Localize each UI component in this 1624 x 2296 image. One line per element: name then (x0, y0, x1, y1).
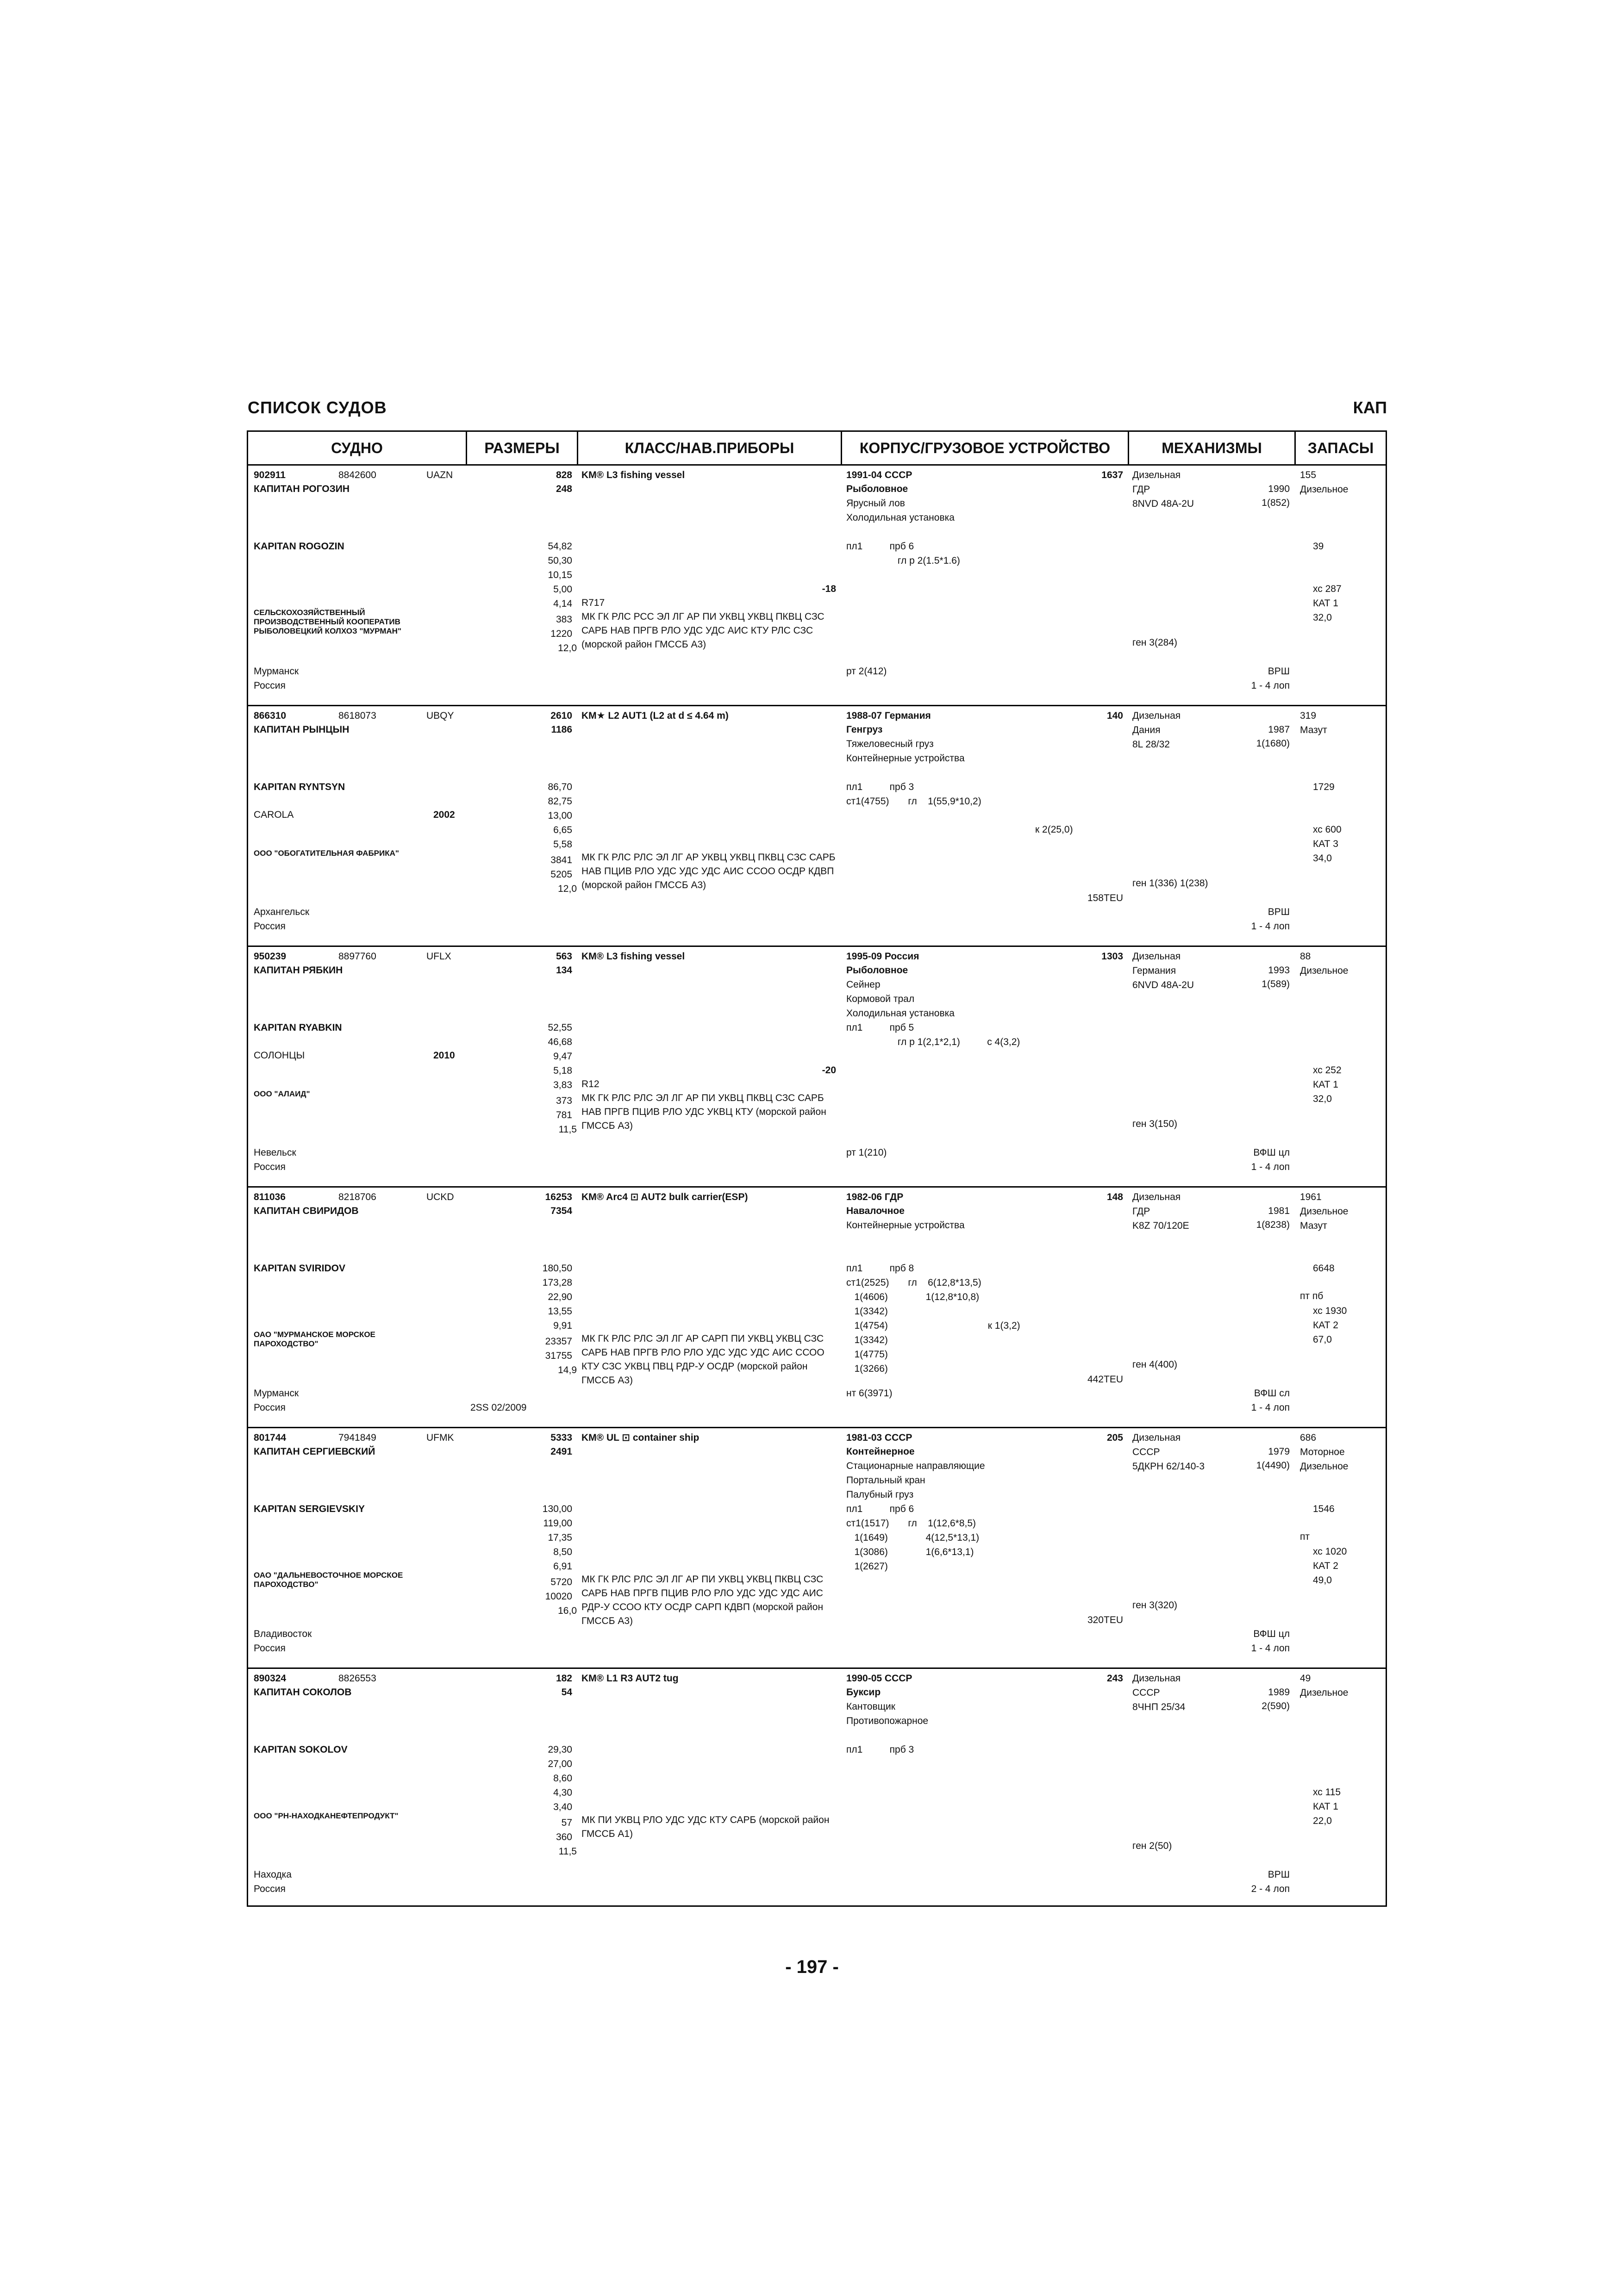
registry-number: 890324 (254, 1673, 287, 1684)
hull-type: Тяжеловесный груз (846, 739, 934, 749)
dimension-value: 54,82 (548, 541, 572, 552)
water-boats-info: КАТ 1 (1313, 598, 1338, 609)
vessel-name: КАПИТАН РОГОЗИН (254, 484, 350, 494)
dimension-value: 4,14 (553, 598, 572, 609)
engine-info: Дания (1132, 725, 1161, 735)
engine-info: Дизельная (1132, 1673, 1181, 1684)
fuel-info: Мазут (1300, 1220, 1327, 1231)
fuel-info: Моторное (1300, 1447, 1345, 1457)
column-header-hull: КОРПУС/ГРУЗОВОЕ УСТРОЙСТВО (859, 440, 1111, 456)
owner: ООО "АЛАИД" (254, 1089, 310, 1098)
home-port: Владивосток (254, 1629, 312, 1639)
gross-tonnage: 2610 (550, 710, 572, 721)
former-name-year: 2002 (433, 809, 455, 820)
engine-year: 1981 (1268, 1206, 1290, 1216)
gross-tonnage: 828 (556, 470, 572, 480)
teu-capacity: 320TEU (1087, 1615, 1123, 1625)
ship-entry (248, 706, 1386, 947)
fuel-info: Дизельное (1300, 484, 1349, 495)
class-code: R717 (581, 597, 605, 608)
water-boats-info: КАТ 3 (1313, 839, 1338, 849)
class-code: R12 (581, 1079, 600, 1089)
hold-info: 1(4606) 1(12,8*10,8) (846, 1292, 980, 1302)
propeller-blades: 2 - 4 лоп (1251, 1884, 1290, 1894)
teu-capacity: 158TEU (1087, 893, 1123, 903)
propeller-blades: 1 - 4 лоп (1251, 1643, 1290, 1654)
fuel-info: 319 (1300, 710, 1317, 721)
deadweight-value: 12,0 (558, 884, 577, 894)
hull-type: Портальный кран (846, 1475, 925, 1486)
fuel-info: Дизельное (1300, 1206, 1349, 1217)
propeller-type: ВРШ (1268, 1869, 1290, 1880)
propeller-type: ВРШ (1268, 666, 1290, 677)
propeller-blades: 1 - 4 лоп (1251, 1402, 1290, 1413)
engine-info: K8Z 70/120E (1132, 1220, 1189, 1231)
hull-type: Кантовщик (846, 1701, 895, 1712)
gross-tonnage-2: 205 (1106, 1432, 1123, 1443)
owner: ООО "ОБОГАТИТЕЛЬНАЯ ФАБРИКА" (254, 849, 399, 858)
ship-table (247, 430, 1387, 1907)
fuel-info: Дизельное (1300, 1461, 1349, 1472)
generator-info: ген 3(150) (1132, 1119, 1178, 1129)
engine-year: 1989 (1268, 1687, 1290, 1698)
call-sign: UAZN (426, 470, 453, 480)
ice-class: -20 (822, 1065, 836, 1076)
imo-number: 8218706 (338, 1192, 376, 1202)
gross-tonnage: 5333 (550, 1432, 572, 1443)
engine-info: СССР (1132, 1447, 1160, 1457)
vessel-name: КАПИТАН РЫНЦЫН (254, 724, 350, 735)
hold-info: пл1 прб 8 (846, 1263, 914, 1274)
propeller-type: ВРШ (1268, 907, 1290, 917)
home-port: Мурманск (254, 666, 299, 677)
class-notation: KM® L1 R3 AUT2 tug (581, 1673, 679, 1684)
deadweight-value: 383 (556, 614, 572, 625)
engine-info: 8L 28/32 (1132, 739, 1170, 750)
propeller-type: ВФШ цл (1253, 1629, 1290, 1639)
generator-info: ген 3(284) (1132, 637, 1178, 648)
build-info: 1981-03 СССР (846, 1432, 912, 1443)
gross-tonnage-2: 1637 (1101, 470, 1123, 480)
deadweight-value: 3841 (550, 855, 572, 865)
hold-info: 1(3086) 1(6,6*13,1) (846, 1547, 974, 1557)
hold-info: ст1(1517) гл 1(12,6*8,5) (846, 1518, 976, 1529)
deadweight-value: 5720 (550, 1577, 572, 1587)
nav-equipment: МК ГК РЛС РЛС ЭЛ ЛГ АР САРП ПИ УКВЦ УКВЦ СЗС САРБ НАВ ПРГВ РЛО РЛО УДС УДС УДС АИС ССОО КТУ СЗС УКВЦ ПВЦ РДР-У ОСДР (морской район ГМССБ А3) (581, 1333, 824, 1386)
dimension-value: 6,65 (553, 825, 572, 835)
class-notation: KM® Arc4 ⊡ AUT2 bulk carrier(ESP) (581, 1192, 748, 1202)
hold-info: 1(3266) (846, 1363, 888, 1374)
hull-type: Холодильная установка (846, 512, 955, 523)
nav-equipment: МК ГК РЛС РЛС ЭЛ ЛГ АР УКВЦ УКВЦ ПКВЦ СЗС САРБ НАВ ПЦИВ РЛО УДС УДС УДС АИС ССОО ОСДР КДВП (морской район ГМССБ А3) (581, 852, 836, 890)
vessel-name: КАПИТАН СВИРИДОВ (254, 1206, 359, 1216)
gross-tonnage: 16253 (545, 1192, 572, 1202)
dimension-value: 46,68 (548, 1037, 572, 1047)
vessel-name: КАПИТАН СОКОЛОВ (254, 1687, 352, 1698)
hold-info: пл1 прб 6 (846, 1504, 914, 1514)
fuel-capacity: 1546 (1313, 1504, 1335, 1514)
fuel-capacity: 1729 (1313, 782, 1335, 792)
engine-power: 1(589) (1262, 979, 1290, 989)
net-tonnage: 1186 (551, 724, 572, 735)
engine-year: 1990 (1268, 484, 1290, 494)
water-boats-info: 32,0 (1313, 1094, 1332, 1104)
engine-info: Дизельная (1132, 710, 1181, 721)
vessel-name-latin: KAPITAN ROGOZIN (254, 541, 344, 552)
hull-type: Контейнерные устройства (846, 1220, 965, 1231)
list-title: СПИСОК СУДОВ (248, 398, 387, 417)
hold-info: пл1 прб 6 (846, 541, 914, 552)
engine-power: 1(1680) (1256, 738, 1290, 749)
deadweight-value: 12,0 (558, 643, 577, 653)
hull-type: Кормовой трал (846, 994, 915, 1004)
net-tonnage: 2491 (550, 1446, 572, 1457)
fuel-info: 155 (1300, 470, 1317, 480)
hold-info: 1(3342) (846, 1306, 888, 1317)
deadweight-value: 14,9 (558, 1365, 577, 1375)
engine-info: 8NVD 48A-2U (1132, 498, 1194, 509)
column-header-row (248, 432, 1386, 466)
engine-year: 1987 (1268, 724, 1290, 735)
engine-info: 5ДКРН 62/140-3 (1132, 1461, 1205, 1472)
dimension-value: 22,90 (548, 1292, 572, 1302)
dimension-value: 9,91 (553, 1320, 572, 1331)
dimension-value: 130,00 (542, 1504, 572, 1514)
vessel-name-latin: KAPITAN RYNTSYN (254, 782, 345, 792)
hold-info: гл р 2(1.5*1.6) (846, 555, 960, 566)
vessel-name: КАПИТАН СЕРГИЕВСКИЙ (254, 1446, 375, 1457)
dimension-value: 119,00 (543, 1518, 572, 1529)
build-info: 1990-05 СССР (846, 1673, 912, 1684)
dimension-value: 3,40 (553, 1802, 572, 1812)
fuel-tank-type: пт пб (1300, 1291, 1324, 1301)
deadweight-value: 31755 (545, 1350, 572, 1361)
registry-number: 801744 (254, 1432, 287, 1443)
dimension-value: 10,15 (548, 570, 572, 580)
column-header-vessel: СУДНО (331, 440, 383, 456)
hull-type: Палубный груз (846, 1489, 914, 1500)
hull-type: Противопожарное (846, 1716, 929, 1726)
registry-number: 866310 (254, 710, 287, 721)
generator-info: ген 2(50) (1132, 1841, 1172, 1851)
flag-country: Россия (254, 921, 286, 932)
dimension-value: 5,58 (553, 839, 572, 850)
nav-equipment: МК ГК РЛС РЛС ЭЛ ЛГ АР ПИ УКВЦ УКВЦ ПКВЦ СЗС САРБ НАВ ПРГВ ПЦИВ РЛО РЛО УДС УДС УДС АИС РДР-У ССОО КТУ ОСДР САРП КДВП (морской район ГМССБ А3) (581, 1574, 824, 1626)
tank-info: рт 1(210) (846, 1147, 887, 1158)
engine-info: 8ЧНП 25/34 (1132, 1702, 1186, 1712)
hull-type: Контейнерное (846, 1446, 915, 1457)
flag-country: Россия (254, 1884, 286, 1894)
dimension-value: 13,00 (548, 810, 572, 821)
engine-info: 6NVD 48A-2U (1132, 980, 1194, 990)
column-header-machinery: МЕХАНИЗМЫ (1162, 440, 1262, 456)
hull-type: Буксир (846, 1687, 881, 1698)
hold-info: 1(1649) 4(12,5*13,1) (846, 1532, 980, 1543)
fuel-info: Мазут (1300, 725, 1327, 735)
hull-extra: к 2(25,0) (1035, 824, 1073, 835)
dimension-value: 9,47 (553, 1051, 572, 1062)
deadweight-value: 23357 (545, 1336, 572, 1347)
deadweight-value: 373 (556, 1095, 572, 1106)
fuel-info: Дизельное (1300, 965, 1349, 976)
engine-info: СССР (1132, 1687, 1160, 1698)
engine-info: Дизельная (1132, 1192, 1181, 1202)
propeller-blades: 1 - 4 лоп (1251, 1162, 1290, 1172)
net-tonnage: 134 (556, 965, 572, 976)
deadweight-value: 11,5 (558, 1124, 577, 1135)
engine-info: Дизельная (1132, 470, 1181, 480)
registry-number: 950239 (254, 951, 287, 962)
former-name: СОЛОНЦЫ (254, 1050, 305, 1061)
owner: ОАО "ДАЛЬНЕВОСТОЧНОЕ МОРСКОЕ ПАРОХОДСТВО" (254, 1571, 403, 1589)
fuel-capacity: 39 (1313, 541, 1324, 552)
engine-year: 1979 (1268, 1446, 1290, 1457)
call-sign: UCKD (426, 1192, 454, 1202)
hull-type: Контейнерные устройства (846, 753, 965, 764)
class-notation: KM® L3 fishing vessel (581, 951, 685, 962)
propeller-blades: 1 - 4 лоп (1251, 680, 1290, 691)
gross-tonnage: 182 (556, 1673, 572, 1684)
ice-class: -18 (822, 584, 836, 594)
hold-info: 1(2627) (846, 1561, 888, 1572)
dimension-value: 29,30 (548, 1744, 572, 1755)
water-boats-info: хс 600 (1313, 824, 1342, 835)
gross-tonnage-2: 243 (1106, 1673, 1123, 1684)
class-notation: KM® L3 fishing vessel (581, 470, 685, 480)
dimension-value: 8,50 (553, 1547, 572, 1557)
nav-equipment: МК ГК РЛС РСС ЭЛ ЛГ АР ПИ УКВЦ УКВЦ ПКВЦ СЗС САРБ НАВ ПРГВ РЛО УДС УДС АИС КТУ РЛС СЗС (морской район ГМССБ А3) (581, 611, 824, 650)
dimension-value: 180,50 (542, 1263, 572, 1274)
deadweight-value: 57 (561, 1817, 572, 1828)
flag-country: Россия (254, 1643, 286, 1654)
gross-tonnage-2: 140 (1106, 710, 1123, 721)
hold-info: ст1(4755) гл 1(55,9*10,2) (846, 796, 981, 807)
column-header-dimensions: РАЗМЕРЫ (484, 440, 560, 456)
former-name-year: 2010 (433, 1050, 455, 1061)
hull-type: Стационарные направляющие (846, 1461, 985, 1471)
nav-equipment: МК ГК РЛС РЛС ЭЛ ЛГ АР ПИ УКВЦ ПКВЦ СЗС САРБ НАВ ПРГВ ПЦИВ РЛО УДС УКВЦ КТУ (морской район ГМССБ А3) (581, 1093, 826, 1131)
gross-tonnage-2: 1303 (1101, 951, 1123, 962)
deadweight-value: 781 (556, 1110, 572, 1120)
call-sign: UFMK (426, 1432, 454, 1443)
water-boats-info: 49,0 (1313, 1575, 1332, 1586)
build-info: 1982-06 ГДР (846, 1192, 904, 1202)
home-port: Архангельск (254, 907, 310, 917)
engine-info: ГДР (1132, 1206, 1150, 1217)
hold-info: пл1 прб 3 (846, 1744, 914, 1755)
water-boats-info: хс 287 (1313, 584, 1342, 594)
engine-info: ГДР (1132, 484, 1150, 495)
fuel-tank-type: пт (1300, 1531, 1310, 1542)
engine-power: 1(8238) (1256, 1220, 1290, 1230)
build-info: 1991-04 СССР (846, 470, 912, 480)
water-boats-info: КАТ 2 (1313, 1561, 1338, 1571)
vessel-name: КАПИТАН РЯБКИН (254, 965, 343, 976)
deadweight-value: 16,0 (558, 1605, 577, 1616)
propeller-blades: 1 - 4 лоп (1251, 921, 1290, 932)
hold-info: пл1 прб 3 (846, 782, 914, 792)
owner: ОАО "МУРМАНСКОЕ МОРСКОЕ ПАРОХОДСТВО" (254, 1330, 375, 1348)
water-boats-info: 32,0 (1313, 612, 1332, 623)
propeller-type: ВФШ цл (1253, 1147, 1290, 1158)
engine-power: 1(852) (1262, 498, 1290, 508)
fuel-info: 686 (1300, 1432, 1317, 1443)
fuel-info: 49 (1300, 1673, 1311, 1684)
water-boats-info: 34,0 (1313, 853, 1332, 864)
page-number: - 197 - (785, 1957, 839, 1977)
dimension-value: 13,55 (548, 1306, 572, 1317)
water-boats-info: 67,0 (1313, 1334, 1332, 1345)
flag-country: Россия (254, 1402, 286, 1413)
deadweight-value: 360 (556, 1832, 572, 1842)
imo-number: 8897760 (338, 951, 376, 962)
ship-entry (248, 1669, 1386, 1910)
imo-number: 8826553 (338, 1673, 376, 1684)
water-boats-info: хс 252 (1313, 1065, 1342, 1076)
hold-info: 1(4754) к 1(3,2) (846, 1320, 1020, 1331)
imo-number: 7941849 (338, 1432, 376, 1443)
hold-info: ст1(2525) гл 6(12,8*13,5) (846, 1277, 981, 1288)
section-code: КАП (1353, 398, 1387, 417)
class-notation: KM® UL ⊡ container ship (581, 1432, 700, 1443)
fuel-info: 88 (1300, 951, 1311, 962)
build-info: 1995-09 Россия (846, 951, 919, 962)
owner: ООО "РН-НАХОДКАНЕФТЕПРОДУКТ" (254, 1811, 399, 1820)
vessel-name-latin: KAPITAN SOKOLOV (254, 1744, 348, 1755)
fuel-capacity: 6648 (1313, 1263, 1335, 1274)
hull-type: Холодильная установка (846, 1008, 955, 1019)
water-boats-info: КАТ 1 (1313, 1801, 1338, 1812)
hull-type: Навалочное (846, 1206, 905, 1216)
tank-info: нт 6(3971) (846, 1388, 893, 1399)
column-header-supplies: ЗАПАСЫ (1307, 440, 1374, 456)
hold-info: пл1 прб 5 (846, 1022, 914, 1033)
dimension-value: 3,83 (553, 1080, 572, 1090)
deadweight-value: 1220 (550, 628, 572, 639)
engine-year: 1993 (1268, 965, 1290, 976)
dimension-value: 50,30 (548, 555, 572, 566)
dimension-value: 27,00 (548, 1759, 572, 1769)
water-boats-info: хс 1930 (1313, 1306, 1347, 1316)
former-name: CAROLA (254, 809, 294, 820)
dimension-value: 5,18 (553, 1065, 572, 1076)
vessel-name-latin: KAPITAN RYABKIN (254, 1022, 342, 1033)
registry-number: 902911 (254, 470, 286, 480)
hull-type: Генгруз (846, 724, 883, 735)
ship-entry (248, 947, 1386, 1188)
imo-number: 8618073 (338, 710, 376, 721)
generator-info: ген 3(320) (1132, 1600, 1178, 1611)
vessel-name-latin: KAPITAN SVIRIDOV (254, 1263, 345, 1274)
engine-power: 1(4490) (1256, 1460, 1290, 1471)
owner: СЕЛЬСКОХОЗЯЙСТВЕННЫЙ ПРОИЗВОДСТВЕННЫЙ КООПЕРАТИВ РЫБОЛОВЕЦКИЙ КОЛХОЗ "МУРМАН" (254, 608, 402, 635)
dimension-value: 6,91 (553, 1561, 572, 1572)
call-sign: UFLX (426, 951, 451, 962)
home-port: Мурманск (254, 1388, 299, 1399)
registry-number: 811036 (254, 1192, 286, 1202)
water-boats-info: КАТ 1 (1313, 1079, 1338, 1090)
generator-info: ген 4(400) (1132, 1359, 1178, 1370)
deadweight-value: 10020 (545, 1591, 572, 1602)
class-notation: KM★ L2 AUT1 (L2 at d ≤ 4.64 m) (581, 710, 729, 721)
dimension-value: 17,35 (548, 1532, 572, 1543)
misc-note: 2SS 02/2009 (470, 1402, 527, 1413)
column-header-class: КЛАСС/НАВ.ПРИБОРЫ (625, 440, 794, 456)
fuel-info: 1961 (1300, 1192, 1322, 1202)
ship-entry (248, 1188, 1386, 1428)
dimension-value: 173,28 (542, 1277, 572, 1288)
hold-info: гл р 1(2,1*2,1) с 4(3,2) (846, 1037, 1020, 1047)
engine-info: Дизельная (1132, 1432, 1181, 1443)
ship-entry (248, 466, 1386, 706)
dimension-value: 82,75 (548, 796, 572, 807)
deadweight-value: 5205 (550, 869, 572, 880)
water-boats-info: хс 1020 (1313, 1546, 1347, 1557)
dimension-value: 52,55 (548, 1022, 572, 1033)
hull-type: Рыболовное (846, 484, 908, 494)
nav-equipment: МК ПИ УКВЦ РЛО УДС УДС КТУ САРБ (морской район ГМССБ А1) (581, 1815, 830, 1839)
dimension-value: 5,00 (553, 584, 572, 595)
water-boats-info: КАТ 2 (1313, 1320, 1338, 1331)
ship-entry (248, 1428, 1386, 1669)
dimension-value: 8,60 (553, 1773, 572, 1784)
engine-info: Дизельная (1132, 951, 1181, 962)
hull-type: Ярусный лов (846, 498, 905, 509)
flag-country: Россия (254, 1162, 286, 1172)
water-boats-info: 22,0 (1313, 1816, 1332, 1826)
build-info: 1988-07 Германия (846, 710, 931, 721)
flag-country: Россия (254, 680, 286, 691)
net-tonnage: 248 (556, 484, 572, 494)
dimension-value: 4,30 (553, 1787, 572, 1798)
deadweight-value: 11,5 (558, 1846, 577, 1857)
hull-type: Сейнер (846, 979, 881, 990)
engine-info: Германия (1132, 965, 1176, 976)
generator-info: ген 1(336) 1(238) (1132, 878, 1208, 889)
gross-tonnage: 563 (556, 951, 572, 962)
teu-capacity: 442TEU (1087, 1374, 1123, 1385)
engine-power: 2(590) (1262, 1701, 1290, 1711)
home-port: Невельск (254, 1147, 296, 1158)
fuel-info: Дизельное (1300, 1687, 1349, 1698)
propeller-type: ВФШ сл (1254, 1388, 1290, 1399)
water-boats-info: хс 115 (1313, 1787, 1341, 1798)
dimension-value: 86,70 (548, 782, 572, 792)
gross-tonnage-2: 148 (1106, 1192, 1123, 1202)
hold-info: 1(3342) (846, 1335, 888, 1345)
tank-info: рт 2(412) (846, 666, 887, 677)
home-port: Находка (254, 1869, 292, 1880)
net-tonnage: 54 (561, 1687, 572, 1698)
call-sign: UBQY (426, 710, 454, 721)
imo-number: 8842600 (338, 470, 376, 480)
vessel-name-latin: KAPITAN SERGIEVSKIY (254, 1504, 365, 1514)
hold-info: 1(4775) (846, 1349, 888, 1360)
hull-type: Рыболовное (846, 965, 908, 976)
net-tonnage: 7354 (550, 1206, 572, 1216)
